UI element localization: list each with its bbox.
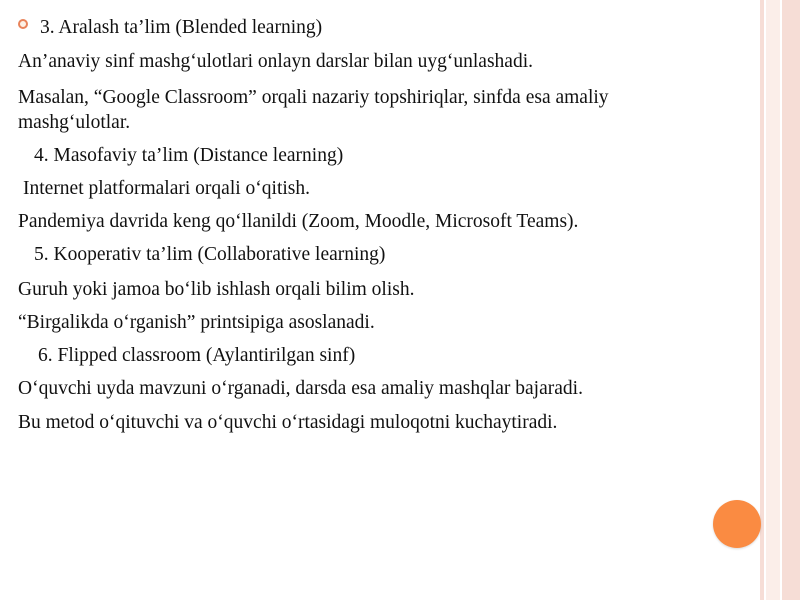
- bullet-icon: [18, 19, 28, 29]
- slide-line-3: Masalan, “Google Classroom” orqali nazariy topshiriqlar, sinfda esa amaliy: [18, 87, 609, 108]
- slide-line-9: Guruh yoki jamoa bo‘lib ishlash orqali bilim olish.: [18, 279, 415, 300]
- line-text: 3. Aralash ta’lim (Blended learning): [40, 17, 323, 38]
- slide-line-8: 5. Kooperativ ta’lim (Collaborative learning): [34, 244, 386, 265]
- orange-circle-icon: [713, 500, 761, 548]
- slide-line-12: O‘quvchi uyda mavzuni o‘rganadi, darsda esa amaliy mashqlar bajaradi.: [18, 378, 583, 399]
- slide-line-2: An’anaviy sinf mashg‘ulotlari onlayn darslar bilan uyg‘unlashadi.: [18, 51, 533, 72]
- slide-line-13: Bu metod o‘qituvchi va o‘quvchi o‘rtasidagi muloqotni kuchaytiradi.: [18, 412, 558, 433]
- slide-line-11: 6. Flipped classroom (Aylantirilgan sinf): [38, 345, 356, 366]
- slide-line-5: 4. Masofaviy ta’lim (Distance learning): [34, 145, 344, 166]
- right-decorative-border: [760, 0, 800, 600]
- slide-line-10: “Birgalikda o‘rganish” printsipiga asoslanadi.: [18, 312, 375, 333]
- slide-line-7: Pandemiya davrida keng qo‘llanildi (Zoom, Moodle, Microsoft Teams).: [18, 211, 579, 232]
- right-decorative-stripe: [764, 0, 782, 600]
- slide-line-4: mashg‘ulotlar.: [18, 112, 131, 133]
- slide-line-6: Internet platformalari orqali o‘qitish.: [23, 178, 310, 199]
